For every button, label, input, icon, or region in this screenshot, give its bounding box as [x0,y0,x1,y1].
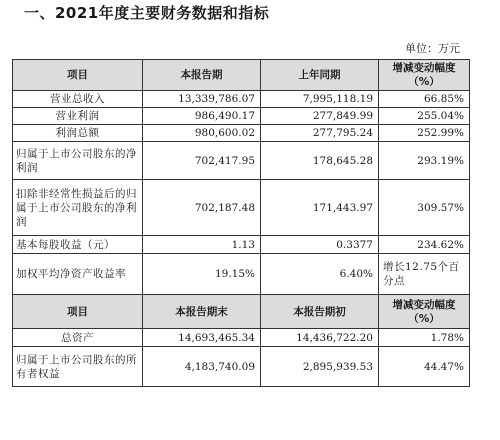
header-period-end: 本报告期末 [143,295,261,329]
row-change: 1.78% [379,329,470,347]
row-current: 19.15% [143,254,261,295]
table2-header-row [13,295,470,329]
row-change: 293.19% [379,142,470,180]
header-change: 增减变动幅度（%） [379,60,470,91]
row-item: 总资产 [13,329,143,347]
row-item: 扣除非经常性损益后的归属于上市公司股东的净利润 [13,180,143,236]
row-current: 702,187.48 [143,180,261,236]
row-item: 营业总收入 [13,91,143,108]
row-item: 营业利润 [13,108,143,125]
row-item: 归属于上市公司股东的所有者权益 [13,347,143,387]
row-current: 702,417.95 [143,142,261,180]
row-previous: 7,995,118.19 [261,91,379,108]
row-current: 13,339,786.07 [143,91,261,108]
row-current: 1.13 [143,236,261,254]
section-title: 一、2021年度主要财务数据和指标 [24,4,270,22]
row-current: 986,490.17 [143,108,261,125]
row-previous: 14,436,722.20 [261,329,379,347]
header-period-start: 本报告期初 [261,295,379,329]
row-previous: 277,795.24 [261,125,379,142]
row-change: 增长12.75个百分点 [379,254,470,295]
table-row [13,108,470,125]
row-current: 14,693,465.34 [143,329,261,347]
row-previous: 178,645.28 [261,142,379,180]
row-item: 基本每股收益（元） [13,236,143,254]
row-current: 980,600.02 [143,125,261,142]
unit-label: 单位：万元 [405,42,460,55]
table1-header-row [13,60,470,91]
row-previous: 2,895,939.53 [261,347,379,387]
row-change: 234.62% [379,236,470,254]
row-change: 309.57% [379,180,470,236]
row-previous: 277,849.99 [261,108,379,125]
row-change: 66.85% [379,91,470,108]
header-current-period: 本报告期 [143,60,261,91]
header-previous-period: 上年同期 [261,60,379,91]
row-item: 利润总额 [13,125,143,142]
row-previous: 6.40% [261,254,379,295]
table-row [13,254,470,295]
row-change: 44.47% [379,347,470,387]
row-current: 4,183,740.09 [143,347,261,387]
header-item: 项目 [13,60,143,91]
header-change: 增减变动幅度（%） [379,295,470,329]
row-change: 252.99% [379,125,470,142]
table-row [13,125,470,142]
table-row [13,180,470,236]
table-row [13,236,470,254]
table-row [13,91,470,108]
row-item: 加权平均净资产收益率 [13,254,143,295]
row-previous: 0.3377 [261,236,379,254]
table-row [13,329,470,347]
row-item: 归属于上市公司股东的净利润 [13,142,143,180]
table-row [13,142,470,180]
table-row [13,347,470,387]
row-change: 255.04% [379,108,470,125]
financial-table [12,59,470,387]
header-item: 项目 [13,295,143,329]
row-previous: 171,443.97 [261,180,379,236]
